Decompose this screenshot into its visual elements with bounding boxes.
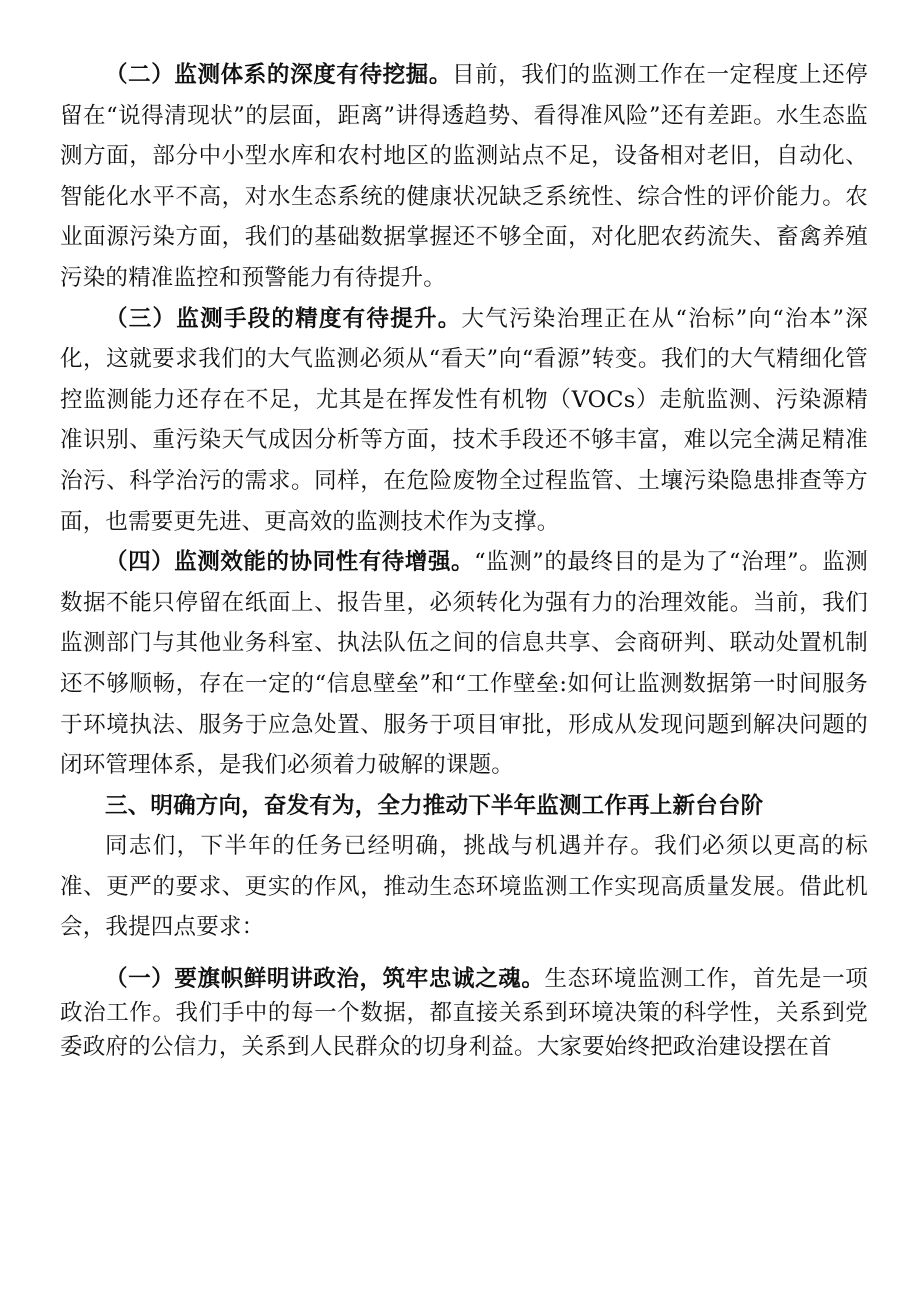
paragraph-lead: （三）监测手段的精度有待提升。: [105, 305, 462, 332]
paragraph-body: “监测”的最终目的是为了“治理”。监测数据不能只停留在纸面上、报告里，必须转化为强有力的治理效能。当前，我们监测部门与其他业务科室、执法队伍之间的信息共享、会商研判、联动处置机制还不够顺畅，存在一定的“信息壁垒”和“工作壁垒:如何让监测数据第一时间服务于环境执法、服务于应急处置、服务于项目审批，形成从发现问题到解决问题的闭环管理体系，是我们必须着力破解的课题。: [60, 549, 868, 779]
paragraph-body: 生态环境监测工作，首先是一项政治工作。我们手中的每一个数据，都直接关系到环境决策的科学性，关系到党委政府的公信力，关系到人民群众的切身利益。大家要始终把政治建设摆在首: [60, 966, 868, 1061]
paragraph-lead: （四）监测效能的协同性有待增强。: [105, 549, 475, 576]
paragraph-lead: （二）监测体系的深度有待挖掘。: [105, 62, 453, 88]
paragraph-requirement-politics: [60, 962, 868, 1064]
paragraph-lead: （一）要旗帜鲜明讲政治，筑牢忠诚之魂。: [105, 966, 545, 993]
paragraph-intro: 同志们，下半年的任务已经明确，挑战与机遇并存。我们必须以更高的标准、更严的要求、更实的作风，推动生态环境监测工作实现高质量发展。借此机会，我提四点要求：: [60, 833, 868, 941]
section-heading: 三、明确方向，奋发有为，全力推动下半年监测工作再上新台台阶: [105, 792, 764, 819]
paragraph-monitoring-synergy: [60, 542, 868, 786]
paragraph-monitoring-depth: [60, 55, 868, 299]
paragraph-body: 大气污染治理正在从“治标”向“治本”深化，这就要求我们的大气监测必须从“看天”向“看源”转变。我们的大气精细化管控监测能力还存在不足，尤其是在挥发性有机物（VOCs）走航监测、污染源精准识别、重污染天气成因分析等方面，技术手段还不够丰富，难以完全满足精准治污、科学治污的需求。同样，在危险废物全过程监管、土壤污染隐患排查等方面，也需要更先进、更高效的监测技术作为支撑。: [60, 305, 868, 535]
paragraph-body: 目前，我们的监测工作在一定程度上还停留在“说得清现状”的层面，距离”讲得透趋势、看得准风险”还有差距。水生态监测方面，部分中小型水库和农村地区的监测站点不足，设备相对老旧，自动化、智能化水平不高，对水生态系统的健康状况缺乏系统性、综合性的评价能力。农业面源污染方面，我们的基础数据掌握还不够全面，对化肥农药流失、畜禽养殖污染的精准监控和预警能力有待提升。: [60, 62, 868, 291]
paragraph-monitoring-precision: [60, 299, 868, 543]
document-page: [60, 55, 868, 1064]
